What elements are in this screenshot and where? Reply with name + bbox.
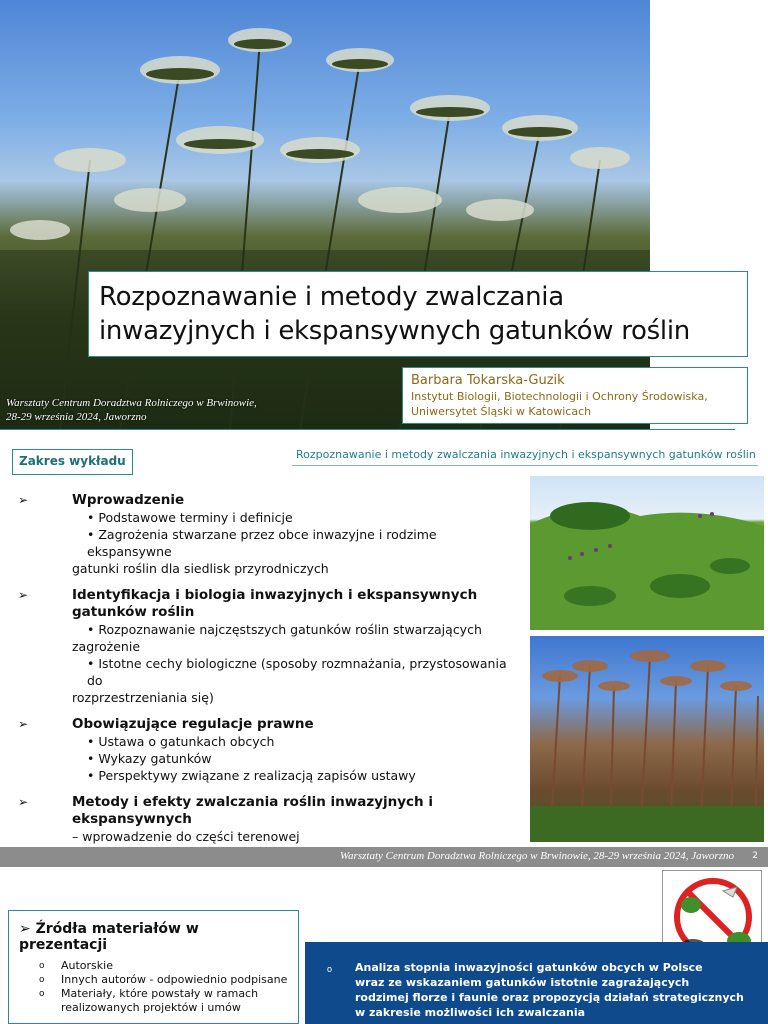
agenda-subitem: rozprzestrzeniania się) <box>72 690 214 705</box>
agenda-subitem: • Ustawa o gatunkach obcych <box>87 734 275 749</box>
ring-bullet-icon: o <box>327 964 333 974</box>
title-box <box>88 271 748 357</box>
agenda-subitem: zagrożenie <box>72 639 141 654</box>
slide-margin <box>650 0 768 430</box>
author-box <box>402 367 748 424</box>
agenda-item <box>18 716 518 784</box>
agenda-subitem: • Zagrożenia stwarzane przez obce inwazyjne i rodzime ekspansywne <box>87 527 437 559</box>
slide-header: Rozpoznawanie i metody zwalczania inwazyjnych i ekspansywnych gatunków roślin <box>296 448 756 461</box>
agenda-item-title: Metody i efekty zwalczania roślin inwazyjnych i ekspansywnych <box>72 794 433 827</box>
project-line: Analiza stopnia inwazyjności gatunków obcych w Polsce <box>355 961 703 974</box>
project-description <box>355 960 755 1020</box>
slide-title-line-1: Rozpoznawanie i metody zwalczania <box>99 282 564 312</box>
project-line: w zakresie możliwości ich zwalczania <box>355 1006 586 1019</box>
header-underline <box>292 465 758 466</box>
agenda-subitem: – wprowadzenie do części terenowej <box>72 829 300 844</box>
agenda-item-title: Wprowadzenie <box>72 492 185 508</box>
affiliation-line-1: Instytut Biologii, Biotechnologii i Ochrony Środowiska, <box>411 390 708 403</box>
agenda-subitem: • Istotne cechy biologiczne (sposoby rozmnażania, przystosowania do <box>87 656 507 688</box>
hogweed-stand-photo <box>530 636 764 842</box>
page-number: 2 <box>752 851 758 861</box>
slide-title-line-2: inwazyjnych i ekspansywnych gatunków roślin <box>99 316 690 346</box>
source-text: Innych autorów - odpowiednio podpisane <box>61 973 288 986</box>
agenda-list <box>18 492 518 855</box>
agenda-slide <box>0 432 768 870</box>
ring-bullet-icon: o <box>39 975 45 985</box>
agenda-item-title-cont: gatunków roślin <box>72 604 195 620</box>
arrow-bullet-icon: ➢ <box>18 795 29 809</box>
agenda-subitem: • Wykazy gatunków <box>87 751 212 766</box>
sources-box <box>8 910 299 1024</box>
section-label: Zakres wykładu <box>12 449 133 475</box>
meadow-photo <box>530 476 764 630</box>
agenda-item <box>18 794 518 845</box>
agenda-item-title: Obowiązujące regulacje prawne <box>72 716 314 732</box>
project-panel <box>305 942 768 1024</box>
list-item <box>39 959 288 973</box>
arrow-bullet-icon: ➢ <box>19 921 31 937</box>
author-name: Barbara Tokarska-Guzik <box>411 373 565 388</box>
source-text: Materiały, które powstały w ramach <box>61 987 259 1000</box>
arrow-bullet-icon: ➢ <box>18 588 29 602</box>
sources-title-text: Źródła materiałów w prezentacji <box>19 921 199 953</box>
arrow-bullet-icon: ➢ <box>18 717 29 731</box>
agenda-subitem: gatunki roślin dla siedlisk przyrodniczych <box>72 561 329 576</box>
source-text: realizowanych projektów i umów <box>61 1001 241 1014</box>
event-caption <box>6 396 306 424</box>
project-line: rodzimej florze i faunie oraz propozycją działań strategicznych <box>355 991 744 1004</box>
agenda-subitem: • Podstawowe terminy i definicje <box>87 510 293 525</box>
agenda-subitem: • Rozpoznawanie najczęstszych gatunków roślin stwarzających <box>87 622 482 637</box>
sources-list <box>19 959 288 1015</box>
slide-footer-text: Warsztaty Centrum Doradztwa Rolniczego w Brwinowie, 28-29 września 2024, Jaworzno <box>339 850 734 862</box>
title-slide <box>0 0 768 430</box>
event-caption-line-1: Warsztaty Centrum Doradztwa Rolniczego w Brwinowie, <box>6 397 257 409</box>
sources-title <box>19 921 288 953</box>
agenda-item-title: Identyfikacja i biologia inwazyjnych i ekspansywnych <box>72 587 478 603</box>
slide-footer-bar <box>0 847 768 867</box>
event-caption-line-2: 28-29 września 2024, Jaworzno <box>6 411 147 423</box>
list-item <box>39 987 288 1001</box>
list-item <box>39 973 288 987</box>
agenda-subitem: • Perspektywy związane z realizacją zapisów ustawy <box>87 768 416 783</box>
agenda-item <box>18 492 518 577</box>
ring-bullet-icon: o <box>39 989 45 999</box>
arrow-bullet-icon: ➢ <box>18 493 29 507</box>
divider-line <box>0 429 735 430</box>
ring-bullet-icon: o <box>39 961 45 971</box>
project-line: wraz ze wskazaniem gatunków istotnie zagrażających <box>355 976 690 989</box>
agenda-item <box>18 587 518 706</box>
affiliation-line-2: Uniwersytet Śląski w Katowicach <box>411 405 592 418</box>
list-item <box>39 1001 288 1015</box>
sources-slide <box>0 868 768 1024</box>
hogweed-hero-photo <box>0 0 650 430</box>
source-text: Autorskie <box>61 959 113 972</box>
